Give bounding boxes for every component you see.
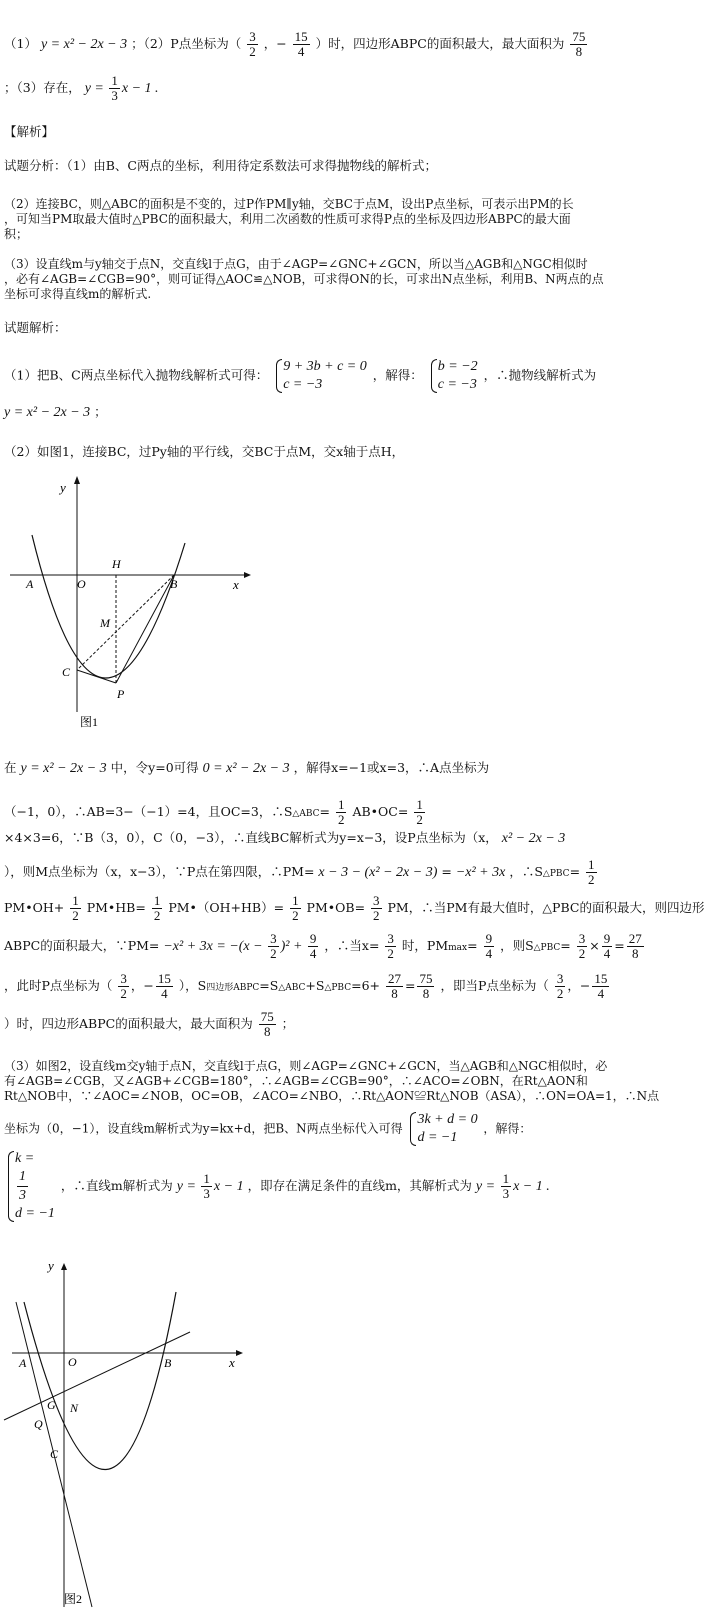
- times: ×: [589, 938, 600, 953]
- fig2-label-N: N: [70, 1401, 79, 1415]
- line-m-eq-end: x − 1: [213, 1179, 244, 1194]
- fig1-label-P: P: [117, 687, 125, 701]
- line-m-eq-start: y =: [176, 1179, 200, 1194]
- fig1-label-C: C: [62, 665, 71, 679]
- solution-step-2-line-4: [4, 858, 599, 887]
- subscript-pbc: △PBC: [542, 869, 570, 879]
- text-eq-s: =S: [259, 978, 279, 993]
- analysis-paragraph-2-line-2: ，可知当PM取最大值时△PBC的面积最大，利用二次函数的性质可求得P点的坐标及四边形ABPC的最大面: [4, 212, 571, 226]
- fig1-label-x: x: [233, 577, 239, 592]
- vertex-form-start: −x² + 3x = −(x −: [163, 939, 267, 954]
- pm-max-fraction: $\frac{9}{4}$: [485, 931, 493, 961]
- solution-step-3-line-4: [4, 1111, 531, 1147]
- solution-step-3-line-2: 有∠AGB=∠CGB，又∠AGB+∠CGB=180°，∴∠AGB=∠CGB=90°，∴∠ACO=∠OBN，在Rt△AON和: [4, 1074, 588, 1088]
- text-when-p: ，即当P点坐标为（: [440, 978, 549, 993]
- comma-minus-2: ，−: [567, 978, 591, 993]
- answer-part-1-label: （1）: [4, 36, 37, 51]
- fig2-y-arrow: [61, 1263, 67, 1270]
- fig1-label-B: B: [170, 577, 178, 591]
- step-1-solve-text: ，解得：: [372, 367, 423, 383]
- fig2-x-arrow: [236, 1350, 243, 1356]
- fig2-label-B: B: [164, 1356, 172, 1370]
- text-max-area: ）时，四边形ABPC的面积最大，最大面积为: [4, 1016, 253, 1031]
- solution-title: 试题解析：: [4, 320, 67, 335]
- semicolon: ；: [94, 404, 107, 419]
- solution-step-2-line-8: [4, 1010, 294, 1039]
- semicolon-2: ；: [281, 1016, 295, 1031]
- text-ab-oc: AB•OC=: [352, 804, 409, 819]
- text-pm-hb: PM•HB=: [86, 900, 146, 915]
- line-m-slope: $\frac{1}{3}$: [203, 1171, 210, 1201]
- text-let-y-zero: 中，令y=0可得: [110, 760, 199, 775]
- analysis-paragraph-1: 试题分析：（1）由B、C两点的坐标，利用待定系数法可求得抛物线的解析式；: [4, 158, 437, 173]
- solution-system-1: b = −2 c = −3: [429, 358, 478, 394]
- answer-line-1: （1） y = x² − 2x − 3 ；（2）P点坐标为（ $\frac{3}{2}$ ，− $\frac{15}{4}$ ）时，四边形ABPC的面积最大，最大面积为 $\frac{75}{8}$: [4, 29, 586, 59]
- x-value-fraction: $\frac{3}{2}$: [387, 931, 394, 961]
- total-area-fraction: $\frac{75}{8}$: [419, 971, 433, 1001]
- text-s-2: ），S: [178, 978, 207, 993]
- subscript-abpc: 四边形ABPC: [206, 983, 260, 993]
- answer-part-2-tail: ）时，四边形ABPC的面积最大，最大面积为: [315, 36, 565, 51]
- fig1-label-O: O: [77, 577, 86, 591]
- equals-5: =: [560, 938, 571, 953]
- text-plus-s: +S: [305, 978, 325, 993]
- fig1-x-arrow: [244, 572, 251, 578]
- half-fraction-6: $\frac{1}{2}$: [292, 893, 299, 923]
- text-solve-roots: ，解得x=−1或x=3，∴A点坐标为: [293, 760, 490, 775]
- step-1-intro: （1）把B、C两点坐标代入抛物线解析式可得：: [4, 367, 269, 383]
- fig2-line-m: [4, 1332, 190, 1420]
- analysis-paragraph-2-line-3: 积；: [4, 227, 29, 241]
- s-pbc-value-fraction: $\frac{27}{8}$: [628, 931, 642, 961]
- solution-step-3-line-3: Rt△NOB中，∵∠AOC=∠NOB，OC=OB，∠ACO=∠NBO，∴Rt△AON≌Rt△NOB（ASA），∴ON=OA=1，∴N点: [4, 1089, 660, 1103]
- fig2-label-y: y: [48, 1258, 54, 1273]
- solution-step-1-line-2: [4, 404, 107, 421]
- fig1-segment-PB: [116, 575, 174, 683]
- fig2-label-C: C: [50, 1447, 59, 1461]
- solution-step-3-line-5: [4, 1150, 550, 1223]
- fig1-segment-BC: [77, 575, 174, 670]
- text-pm-sum: PM•（OH+HB）=: [168, 900, 285, 915]
- equals: =: [319, 804, 330, 819]
- fig2-parabola: [24, 1292, 176, 1470]
- text-abpc-max: ABPC的面积最大，∵PM=: [4, 938, 160, 953]
- text-ab-length: （−1，0），∴AB=3−（−1）=4，且OC=3，∴S: [4, 804, 293, 819]
- fig2-label-A: A: [19, 1356, 27, 1370]
- answer-line-2: [4, 74, 159, 103]
- answer-parabola-equation: y = x² − 2x − 3: [40, 37, 128, 52]
- text-pm-oh: PM•OH+: [4, 900, 65, 915]
- solution-step-2-line-3: [4, 830, 565, 847]
- text-n-coordinate: 坐标为（0，−1），设直线m解析式为y=kx+d，把B、N两点坐标代入可得: [4, 1121, 403, 1136]
- equals-2: =: [441, 864, 452, 879]
- solution-step-2-line-6: [4, 932, 646, 961]
- subscript-abc: △ABC: [292, 809, 320, 819]
- p-y-expression: x² − 2x − 3: [501, 831, 566, 846]
- p-y-fraction-2: $\frac{15}{4}$: [157, 971, 171, 1001]
- parabola-equation-inline: y = x² − 2x − 3: [20, 761, 107, 776]
- subscript-abc-2: △ABC: [278, 983, 306, 993]
- subscript-pbc-2: △PBC: [533, 943, 561, 953]
- fig1-label-H: H: [112, 557, 121, 571]
- text-when-x: ，∴当x=: [324, 938, 380, 953]
- text-line-m: ，∴直线m解析式为: [60, 1178, 173, 1193]
- text-pm-max: PM，∴当PM有最大值时，△PBC的面积最大，则四边形: [387, 900, 704, 915]
- three-halves-fraction-2: $\frac{3}{2}$: [578, 931, 586, 961]
- answer-part-2-text: ；（2）P点坐标为（: [131, 36, 242, 51]
- system-of-equations-1: 9 + 3b + c = 0 c = −3: [274, 358, 367, 394]
- final-eq-end: x − 1 .: [513, 1179, 550, 1194]
- fig1-caption: 图1: [80, 715, 99, 729]
- solution-step-2-line-5: [4, 894, 704, 923]
- line-eq-end: x − 1 .: [121, 81, 159, 96]
- pm-expression: x − 3 − (x² − 2x − 3): [318, 865, 438, 880]
- step-1-result-text: ，∴抛物线解析式为: [483, 367, 597, 383]
- figure-1-diagram: [6, 472, 256, 732]
- fig1-label-y: y: [60, 480, 66, 495]
- fig1-y-arrow: [74, 476, 80, 484]
- text-s: ，∴S: [509, 864, 543, 879]
- equals-3: =: [569, 864, 581, 879]
- solution-step-2-line-2: [4, 798, 427, 827]
- equals-6: =: [614, 938, 625, 953]
- text-pm: 时，PM: [401, 938, 449, 953]
- final-eq-start: y =: [475, 1179, 499, 1194]
- s-pbc-fraction-2: $\frac{27}{8}$: [388, 971, 401, 1001]
- solution-system-2: k = $\frac{1}{3}$ d = −1: [6, 1150, 55, 1223]
- parabola-equation: y = x² − 2x − 3: [4, 405, 91, 420]
- half-fraction-2: $\frac{1}{2}$: [416, 797, 423, 827]
- fig2-label-Q: Q: [34, 1417, 43, 1431]
- half-fraction-4: $\frac{1}{2}$: [72, 893, 79, 923]
- solution-step-2-line-1: [4, 760, 489, 777]
- fig2-caption: 图2: [64, 1592, 83, 1606]
- p-y-fraction-3: $\frac{15}{4}$: [594, 971, 608, 1001]
- pm-simplified: −x² + 3x: [455, 865, 506, 880]
- analysis-paragraph-3-line-1: （3）设直线m与y轴交于点N，交直线l于点G，由于∠AGP=∠GNC+∠GCN，所以当△AGB和△NGC相似时: [4, 257, 588, 271]
- text-solve-2: ，解得：: [483, 1121, 532, 1136]
- subscript-pbc-3: △PBC: [324, 983, 352, 993]
- solution-step-1-line-1: [4, 358, 596, 394]
- fig2-label-x: x: [229, 1355, 235, 1370]
- half-fraction-3: $\frac{1}{2}$: [588, 857, 595, 887]
- text-p-coordinate: ，此时P点坐标为（: [4, 978, 113, 993]
- half-fraction: $\frac{1}{2}$: [337, 797, 345, 827]
- vertex-x-fraction: $\frac{3}{2}$: [270, 931, 277, 961]
- solution-step-3-line-1: （3）如图2，设直线m交y轴于点N，交直线l于点G，则∠AGP=∠GNC+∠GCN，当△AGB和△NGC相似时，必: [4, 1059, 608, 1073]
- p-x-fraction: $\frac{3}{2}$: [249, 29, 256, 59]
- p-x-fraction-2: $\frac{3}{2}$: [120, 971, 127, 1001]
- vertex-y-fraction: $\frac{9}{4}$: [309, 931, 317, 961]
- line-eq-start: y =: [84, 81, 108, 96]
- fig1-segment-CP: [77, 670, 116, 683]
- text-pm-def: ），则M点坐标为（x，x−3），∵P点在第四限，∴PM=: [4, 864, 315, 879]
- fig1-parabola: [32, 535, 185, 678]
- subscript-max: max: [448, 943, 468, 953]
- text-zai: 在: [4, 760, 17, 775]
- vertex-form-mid: )² +: [280, 939, 306, 954]
- p-y-fraction: $\frac{15}{4}$: [294, 29, 308, 59]
- answer-part-3-text: ；（3）存在，: [4, 80, 81, 95]
- max-area-fraction: $\frac{75}{8}$: [572, 29, 586, 59]
- analysis-paragraph-3-line-3: 坐标可求得直线m的解析式.: [4, 287, 152, 301]
- fig1-label-M: M: [100, 616, 110, 630]
- nine-quarters-fraction: $\frac{9}{4}$: [603, 931, 611, 961]
- half-fraction-5: $\frac{1}{2}$: [153, 893, 161, 923]
- analysis-title: 【解析】: [4, 124, 55, 139]
- comma: ，: [263, 36, 277, 51]
- fig1-label-A: A: [26, 577, 34, 591]
- p-x-fraction-3: $\frac{3}{2}$: [556, 971, 564, 1001]
- text-then-s: ，则S: [500, 938, 534, 953]
- comma-minus: ，−: [130, 978, 154, 993]
- solution-step-2-line-7: [4, 972, 611, 1001]
- slope-fraction: $\frac{1}{3}$: [111, 73, 118, 103]
- fig2-label-O: O: [68, 1355, 77, 1369]
- final-slope: $\frac{1}{3}$: [502, 1171, 510, 1201]
- equation-zero: 0 = x² − 2x − 3: [202, 761, 290, 776]
- system-of-equations-2: 3k + d = 0 d = −1: [408, 1111, 477, 1147]
- equals-7: =: [405, 978, 416, 993]
- max-area-fraction-2: $\frac{75}{8}$: [260, 1009, 274, 1039]
- analysis-paragraph-3-line-2: ，必有∠AGB=∠CGB=90°，则可证得△AOC≌△NOB，可求得ON的长，可求出N点坐标，利用B、N两点的点: [4, 272, 604, 286]
- equals-4: =: [467, 938, 478, 953]
- solution-step-2-intro: （2）如图1，连接BC，过Py轴的平行线，交BC于点M，交x轴于点H，: [4, 444, 405, 459]
- figure-2-diagram: [4, 1258, 254, 1612]
- fig2-label-G: G: [47, 1398, 56, 1412]
- text-pm-ob: PM•OB=: [306, 900, 366, 915]
- text-exists: ，即存在满足条件的直线m，其解析式为: [247, 1178, 472, 1193]
- text-six-plus: =6+: [351, 978, 381, 993]
- three-halves-fraction: $\frac{3}{2}$: [373, 893, 380, 923]
- text-line-bc: ×4×3=6，∵B（3，0），C（0，−3），∴直线BC解析式为y=x−3，设P点坐标为（x，: [4, 830, 498, 845]
- analysis-paragraph-2-line-1: （2）连接BC，则△ABC的面积是不变的，过P作PM∥y轴，交BC于点M，设出P点坐标，可表示出PM的长: [4, 197, 574, 211]
